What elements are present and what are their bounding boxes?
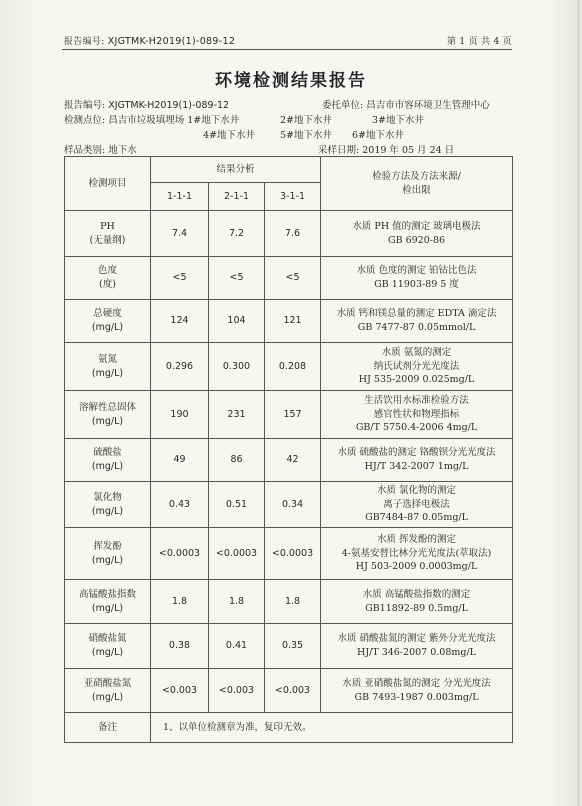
- method-line-3: GB7484-87 0.05mg/L: [365, 512, 468, 524]
- sampling-date: [318, 142, 454, 156]
- result-2: <5: [209, 257, 265, 300]
- item-unit: (无量纲): [89, 234, 126, 246]
- method-line-2: GB 7493-1987 0.003mg/L: [354, 691, 479, 703]
- item-cell: [65, 624, 151, 669]
- report-number: [64, 97, 229, 111]
- result-3: 157: [265, 391, 321, 439]
- item-unit: (度): [99, 279, 116, 290]
- result-3: 42: [265, 439, 321, 482]
- table-row: [65, 257, 513, 300]
- sample-id-3: 3-1-1: [265, 183, 321, 211]
- table-row: [65, 439, 513, 482]
- method-line-2: 4-氨基安替比林分光光度法(萃取法): [341, 547, 492, 559]
- item-cell: [65, 482, 151, 528]
- method-line-1: 水质 硫酸盐的测定 铬酸钡分光光度法: [337, 447, 496, 459]
- remarks-label: 备注: [65, 713, 151, 743]
- item-name: 溶解性总固体: [78, 401, 136, 413]
- column-header-method-line-2: 检出限: [402, 184, 431, 196]
- method-line-1: 水质 挥发酚的测定: [377, 533, 457, 545]
- item-cell: [65, 439, 151, 482]
- result-3: <5: [265, 257, 321, 300]
- result-2: 7.2: [209, 211, 265, 257]
- result-3: 7.6: [265, 211, 321, 257]
- client-unit-value: 昌吉市市容环境卫生管理中心: [366, 100, 490, 111]
- result-1: 0.43: [151, 482, 209, 528]
- item-unit: (mg/L): [91, 554, 124, 566]
- method-line-1: 水质 硝酸盐氮的测定 紫外分光光度法: [337, 633, 496, 645]
- method-cell: [321, 482, 513, 528]
- result-1: 49: [151, 439, 209, 482]
- column-header-result: 结果分析: [151, 157, 321, 183]
- column-header-method: [321, 157, 513, 211]
- result-2: <0.003: [209, 669, 265, 713]
- result-1: <0.003: [151, 669, 209, 713]
- result-2: 0.51: [209, 482, 265, 528]
- method-line-1: 水质 氯化物的测定: [377, 484, 457, 496]
- item-name: 挥发酚: [93, 540, 122, 552]
- result-1: 7.4: [151, 211, 209, 257]
- table-row: [65, 211, 513, 257]
- result-2: 104: [209, 300, 265, 343]
- item-cell: [65, 669, 151, 713]
- result-3: 1.8: [265, 580, 321, 624]
- method-line-3: HJ 535-2009 0.025mg/L: [358, 374, 475, 386]
- item-unit: (mg/L): [91, 322, 124, 333]
- method-line-2: 感官性状和物理指标: [373, 408, 460, 420]
- sample-id-1: 1-1-1: [151, 183, 209, 211]
- method-cell: [321, 391, 513, 439]
- item-unit: (mg/L): [91, 602, 124, 614]
- item-name: 硫酸盐: [93, 447, 122, 459]
- result-2: 0.300: [209, 343, 265, 391]
- method-line-2: 纳氏试剂分光光度法: [373, 360, 460, 372]
- method-cell: [321, 211, 513, 257]
- table-row: [65, 528, 513, 580]
- item-cell: [65, 343, 151, 391]
- method-line-2: 离子选择电极法: [383, 498, 450, 510]
- method-line-2: GB 6920-86: [387, 234, 446, 246]
- item-cell: [65, 257, 151, 300]
- item-name: 色度: [97, 265, 117, 277]
- header-report-number-value: XJGTMK-H2019(1)-089-12: [107, 36, 236, 47]
- results-table: [64, 156, 513, 743]
- page-indicator: 第 1 页 共 4 页: [446, 37, 512, 47]
- table-row: [65, 391, 513, 439]
- method-cell: [321, 257, 513, 300]
- remarks-row: [65, 713, 513, 743]
- column-header-method-line-1: 检验方法及方法来源/: [372, 170, 461, 182]
- result-2: <0.0003: [209, 528, 265, 580]
- method-line-1: 水质 亚硝酸盐氮的测定 分光光度法: [342, 677, 491, 689]
- result-3: <0.0003: [265, 528, 321, 580]
- item-cell: [65, 580, 151, 624]
- sample-type-value: 地下水: [108, 145, 137, 156]
- table-row: [65, 482, 513, 528]
- result-1: 190: [151, 391, 209, 439]
- sampling-site-5: 5#地下水井: [280, 130, 333, 141]
- item-name: 亚硝酸盐氮: [83, 677, 132, 689]
- method-cell: [321, 439, 513, 482]
- result-1: <5: [151, 257, 209, 300]
- report-title: 环境检测结果报告: [215, 71, 367, 91]
- result-2: 0.41: [209, 624, 265, 669]
- item-name: 氨氮: [97, 353, 117, 365]
- client-unit-label: 委托单位:: [322, 100, 364, 111]
- result-2: 86: [209, 439, 265, 482]
- result-1: 124: [151, 300, 209, 343]
- result-3: 0.208: [265, 343, 321, 391]
- method-line-1: 水质 钙和镁总量的测定 EDTA 滴定法: [336, 308, 497, 320]
- method-cell: [321, 580, 513, 624]
- item-unit: (mg/L): [91, 505, 124, 517]
- method-cell: [321, 528, 513, 580]
- table-row: [65, 669, 513, 713]
- result-3: 0.34: [265, 482, 321, 528]
- method-cell: [321, 624, 513, 669]
- item-unit: (mg/L): [91, 367, 124, 379]
- item-unit: (mg/L): [91, 691, 124, 703]
- sampling-site-line-1: [64, 112, 239, 126]
- table-row: [65, 300, 513, 343]
- method-cell: [321, 300, 513, 343]
- sample-type-label: 样品类别:: [64, 145, 106, 156]
- result-2: 1.8: [209, 580, 265, 624]
- result-1: 1.8: [151, 580, 209, 624]
- method-line-2: GB11892-89 0.5mg/L: [365, 602, 468, 614]
- result-3: <0.003: [265, 669, 321, 713]
- result-1: <0.0003: [151, 528, 209, 580]
- item-name: PH: [100, 220, 115, 232]
- method-line-2: GB 7477-87 0.05mmol/L: [357, 322, 476, 333]
- method-line-3: HJ 503-2009 0.0003mg/L: [355, 561, 478, 573]
- report-number-label: 报告编号:: [64, 100, 106, 111]
- item-name: 高锰酸盐指数: [78, 588, 136, 600]
- sampling-site-4: 4#地下水井: [203, 130, 256, 141]
- result-1: 0.296: [151, 343, 209, 391]
- result-2: 231: [209, 391, 265, 439]
- table-row: [65, 624, 513, 669]
- item-unit: (mg/L): [91, 647, 124, 658]
- method-line-2: GB 11903-89 5 度: [374, 279, 459, 290]
- header-report-number: [64, 34, 235, 47]
- result-3: 0.35: [265, 624, 321, 669]
- header-report-number-label: 报告编号:: [64, 37, 105, 47]
- client-unit: [322, 97, 490, 111]
- result-1: 0.38: [151, 624, 209, 669]
- remarks-text: 1、以单位检测章为准，复印无效。: [151, 713, 513, 743]
- report-number-value: XJGTMK-H2019(1)-089-12: [108, 100, 230, 111]
- item-unit: (mg/L): [91, 415, 124, 427]
- method-line-2: HJ/T 342-2007 1mg/L: [364, 461, 469, 472]
- item-cell: [65, 391, 151, 439]
- sampling-site-2: 2#地下水井: [280, 115, 333, 126]
- sampling-site-label: 检测点位:: [64, 115, 106, 126]
- results-body: [65, 211, 513, 713]
- header-divider: [62, 49, 512, 50]
- sample-id-2: 2-1-1: [209, 183, 265, 211]
- page-edge-shadow: [577, 0, 580, 806]
- method-line-1: 水质 色度的测定 铂钴比色法: [356, 265, 477, 277]
- method-line-1: 水质 PH 值的测定 玻璃电极法: [352, 220, 481, 232]
- method-line-3: GB/T 5750.4-2006 4mg/L: [355, 422, 478, 434]
- table-row: [65, 580, 513, 624]
- sample-type: [64, 142, 137, 156]
- sampling-site-3: 3#地下水井: [372, 115, 425, 126]
- item-unit: (mg/L): [91, 461, 124, 472]
- column-header-item: 检测项目: [65, 157, 151, 211]
- sampling-date-value: 2019 年 05 月 24 日: [362, 145, 455, 156]
- item-cell: [65, 211, 151, 257]
- method-cell: [321, 343, 513, 391]
- item-name: 总硬度: [93, 308, 122, 320]
- page-header: [64, 34, 512, 48]
- method-line-2: HJ/T 346-2007 0.08mg/L: [357, 647, 476, 658]
- method-line-1: 水质 氨氮的测定: [381, 346, 452, 358]
- item-name: 氯化物: [93, 491, 122, 503]
- sampling-date-label: 采样日期:: [318, 145, 360, 156]
- table-row: [65, 343, 513, 391]
- item-name: 硝酸盐氮: [88, 633, 127, 645]
- item-cell: [65, 528, 151, 580]
- sampling-site-1: 昌吉市垃圾填埋场 1#地下水井: [108, 115, 240, 126]
- result-3: 121: [265, 300, 321, 343]
- method-line-1: 生活饮用水标准检验方法: [364, 394, 469, 406]
- method-cell: [321, 669, 513, 713]
- method-line-1: 水质 高锰酸盐指数的测定: [362, 588, 471, 600]
- table-header-row: [65, 157, 513, 183]
- item-cell: [65, 300, 151, 343]
- sampling-site-6: 6#地下水井: [352, 130, 405, 141]
